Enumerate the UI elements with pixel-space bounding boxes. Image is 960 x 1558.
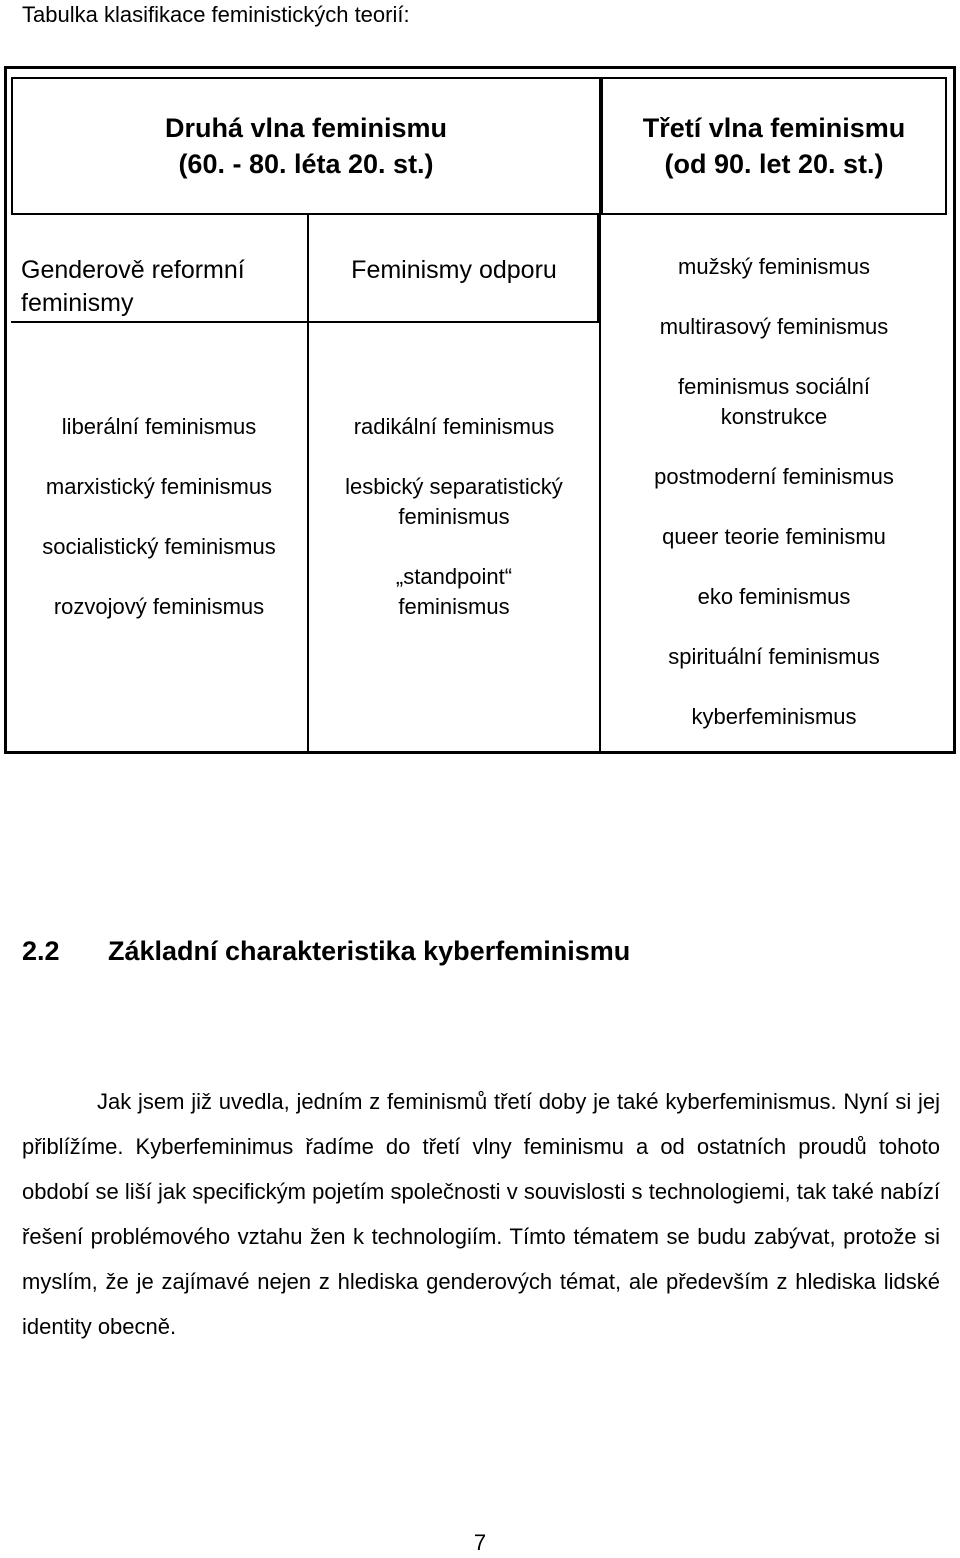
row-divider [11,321,307,323]
list-item: feminismus sociální [678,374,870,399]
header-second-wave-line1: Druhá vlna feminismu [164,113,448,143]
list-item: eko feminismus [697,584,851,609]
header-third-wave [601,77,947,215]
section-title: Základní charakteristika kyberfeminismu [108,936,631,966]
list-item: multirasový feminismus [659,314,889,339]
list-item: liberální feminismus [61,414,257,439]
row-divider [309,321,599,323]
section-heading [22,936,630,967]
classification-table [4,66,956,754]
table-caption: Tabulka klasifikace feministických teorií: [22,2,410,27]
list-item: konstrukce [720,404,828,429]
list-item: spirituální feminismus [668,644,880,669]
list-item: kyberfeminismus [691,704,857,729]
body-paragraph [22,1079,940,1349]
list-item: rozvojový feminismus [53,594,265,619]
section-number: 2.2 [22,936,60,966]
list-item: postmoderní feminismus [654,464,894,489]
header-second-wave [11,77,601,215]
list-item: mužský feminismus [678,254,870,279]
page-number: 7 [473,1530,487,1555]
col1-title-line1: Genderově reformní [21,256,245,284]
list-item: feminismus [398,594,510,619]
header-third-wave-line2: (od 90. let 20. st.) [664,149,884,179]
list-item: queer teorie feminismu [662,524,886,549]
list-item: socialistický feminismus [42,534,276,559]
header-third-wave-line1: Třetí vlna feminismu [642,113,906,143]
paragraph-text: Jak jsem již uvedla, jedním z feminismů třetí doby je také kyberfeminismus. Nyní si jej přiblížíme. Kyberfeminimus řadíme do třetí vlny feminismu a od ostatních proudů tohoto období se liší jak specifickým pojetím společnosti v souvislosti s technologiemi, tak také nabízí řešení problémového vztahu žen k technologiím. Tímto tématem se budu zabývat, protože si myslím, že je zajímavé nejen z hlediska genderových témat, ale především z hlediska lidské identity obecně. [22,1089,940,1339]
col1-title-line2: feminismy [21,289,134,317]
col2-title: Feminismy odporu [351,256,557,284]
header-second-wave-line2: (60. - 80. léta 20. st.) [178,149,434,179]
list-item: radikální feminismus [353,414,555,439]
list-item: „standpoint“ [395,564,513,589]
list-item: feminismus [398,504,510,529]
list-item: marxistický feminismus [45,474,273,499]
list-item: lesbický separatistický [345,474,563,499]
col1-title [21,254,245,320]
